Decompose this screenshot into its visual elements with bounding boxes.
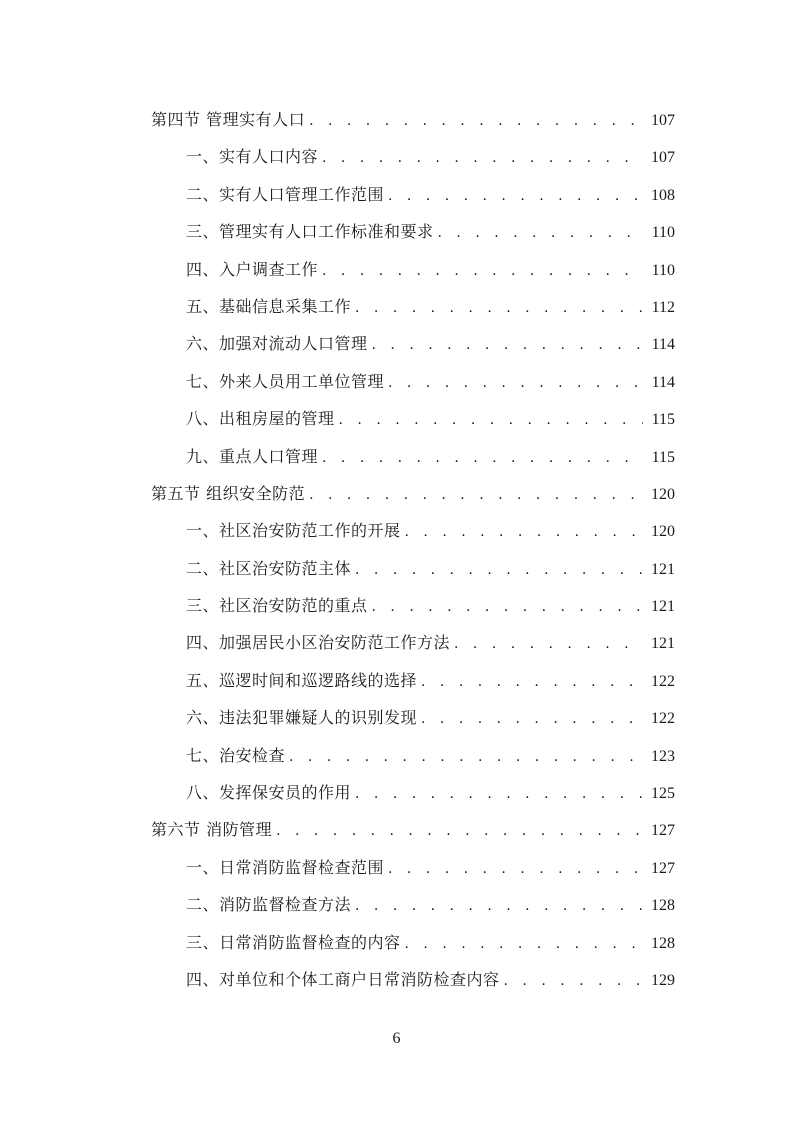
toc-entry-label: 八、发挥保安员的作用 xyxy=(186,783,352,803)
toc-entry-label: 五、巡逻时间和巡逻路线的选择 xyxy=(186,670,418,690)
dot-leader xyxy=(355,290,643,327)
toc-entry-label: 二、社区治安防范主体 xyxy=(186,558,352,578)
toc-entry-page: 108 xyxy=(651,186,675,204)
toc-entry-page: 128 xyxy=(651,897,675,915)
toc-entry-page: 128 xyxy=(651,934,675,952)
toc-entry[interactable] xyxy=(151,924,675,961)
dot-leader xyxy=(405,926,643,963)
toc-entry[interactable] xyxy=(151,438,675,475)
dot-leader xyxy=(421,664,643,701)
dot-leader xyxy=(355,552,643,589)
dot-leader xyxy=(454,626,643,663)
toc-entry-page: 110 xyxy=(651,261,675,279)
dot-leader xyxy=(355,776,643,813)
dot-leader xyxy=(289,739,643,776)
toc-entry-page: 120 xyxy=(651,523,675,541)
toc-entry[interactable] xyxy=(151,138,675,175)
toc-entry[interactable] xyxy=(151,512,675,549)
toc-entry-page: 110 xyxy=(651,224,675,242)
toc-entry[interactable] xyxy=(151,662,675,699)
toc-entry-page: 127 xyxy=(651,859,675,877)
dot-leader xyxy=(388,851,643,888)
toc-entry-label: 一、日常消防监督检查范围 xyxy=(186,857,385,877)
toc-entry-page: 114 xyxy=(651,336,675,354)
toc-entry-page: 125 xyxy=(651,785,675,803)
toc-entry-label: 第六节 消防管理 xyxy=(151,820,273,840)
toc-entry[interactable] xyxy=(151,849,675,886)
toc-entry[interactable] xyxy=(151,624,675,661)
toc-entry[interactable] xyxy=(151,699,675,736)
toc-entry[interactable] xyxy=(151,288,675,325)
toc-entry-label: 二、实有人口管理工作范围 xyxy=(186,184,385,204)
toc-entry-label: 四、入户调查工作 xyxy=(186,259,319,279)
toc-entry[interactable] xyxy=(151,325,675,362)
toc-entry-page: 107 xyxy=(651,112,675,129)
toc-entry-page: 127 xyxy=(651,822,675,840)
toc-entry-label: 七、外来人员用工单位管理 xyxy=(186,371,385,391)
toc-entry[interactable] xyxy=(151,251,675,288)
toc-entry-label: 二、消防监督检查方法 xyxy=(186,895,352,915)
dot-leader xyxy=(339,402,643,439)
toc-entry-label: 一、社区治安防范工作的开展 xyxy=(186,521,401,541)
toc-entry-page: 121 xyxy=(651,635,675,653)
dot-leader xyxy=(421,701,643,738)
toc-entry-page: 114 xyxy=(651,373,675,391)
toc-entry-page: 120 xyxy=(651,485,675,503)
toc-entry[interactable] xyxy=(151,774,675,811)
toc-entry-page: 115 xyxy=(651,411,675,429)
toc-entry-page: 129 xyxy=(651,971,675,989)
toc-entry-label: 一、实有人口内容 xyxy=(186,147,319,167)
dot-leader xyxy=(388,365,643,402)
toc-entry[interactable] xyxy=(151,176,675,213)
toc-entry[interactable] xyxy=(151,101,675,138)
toc-entry[interactable] xyxy=(151,550,675,587)
toc-entry-label: 八、出租房屋的管理 xyxy=(186,409,335,429)
toc-entry-label: 六、违法犯罪嫌疑人的识别发现 xyxy=(186,708,418,728)
toc-entry-page: 112 xyxy=(651,298,675,316)
toc-entry-label: 第五节 组织安全防范 xyxy=(151,483,306,503)
dot-leader xyxy=(309,477,643,514)
toc-entry[interactable] xyxy=(151,475,675,512)
dot-leader xyxy=(372,589,643,626)
toc-entry-label: 三、日常消防监督检查的内容 xyxy=(186,932,401,952)
toc-entry-page: 107 xyxy=(651,149,675,167)
toc-entry-page: 122 xyxy=(651,672,675,690)
toc-entry-label: 九、重点人口管理 xyxy=(186,446,319,466)
toc-entry[interactable] xyxy=(151,587,675,624)
toc-entry[interactable] xyxy=(151,811,675,848)
toc-entry-label: 三、管理实有人口工作标准和要求 xyxy=(186,222,434,242)
dot-leader xyxy=(405,514,643,551)
toc-entry-page: 122 xyxy=(651,710,675,728)
toc-entry-label: 三、社区治安防范的重点 xyxy=(186,596,368,616)
dot-leader xyxy=(322,440,643,477)
toc-entry[interactable] xyxy=(151,737,675,774)
toc-entry-label: 第四节 管理实有人口 xyxy=(151,110,306,129)
toc-entry-page: 121 xyxy=(651,560,675,578)
dot-leader xyxy=(438,215,643,252)
page-number: 6 xyxy=(392,1030,401,1047)
toc-entry-page: 123 xyxy=(651,747,675,765)
toc-entry-label: 五、基础信息采集工作 xyxy=(186,296,352,316)
toc-entry[interactable] xyxy=(151,213,675,250)
dot-leader xyxy=(276,813,643,850)
toc-entry-label: 七、治安检查 xyxy=(186,745,286,765)
toc-entry[interactable] xyxy=(151,961,675,998)
dot-leader xyxy=(372,327,643,364)
dot-leader xyxy=(504,963,643,1000)
dot-leader xyxy=(322,140,643,177)
toc-entry-label: 六、加强对流动人口管理 xyxy=(186,334,368,354)
toc-entry-label: 四、加强居民小区治安防范工作方法 xyxy=(186,633,451,653)
dot-leader xyxy=(355,888,643,925)
toc-entry-page: 121 xyxy=(651,598,675,616)
toc-entry-page: 115 xyxy=(651,448,675,466)
dot-leader xyxy=(322,253,643,290)
toc-entry-label: 四、对单位和个体工商户日常消防检查内容 xyxy=(186,969,500,989)
dot-leader xyxy=(388,178,643,215)
dot-leader xyxy=(309,103,643,140)
toc-entry[interactable] xyxy=(151,400,675,437)
toc-entry[interactable] xyxy=(151,886,675,923)
toc-entry[interactable] xyxy=(151,363,675,400)
table-of-contents xyxy=(151,101,675,998)
